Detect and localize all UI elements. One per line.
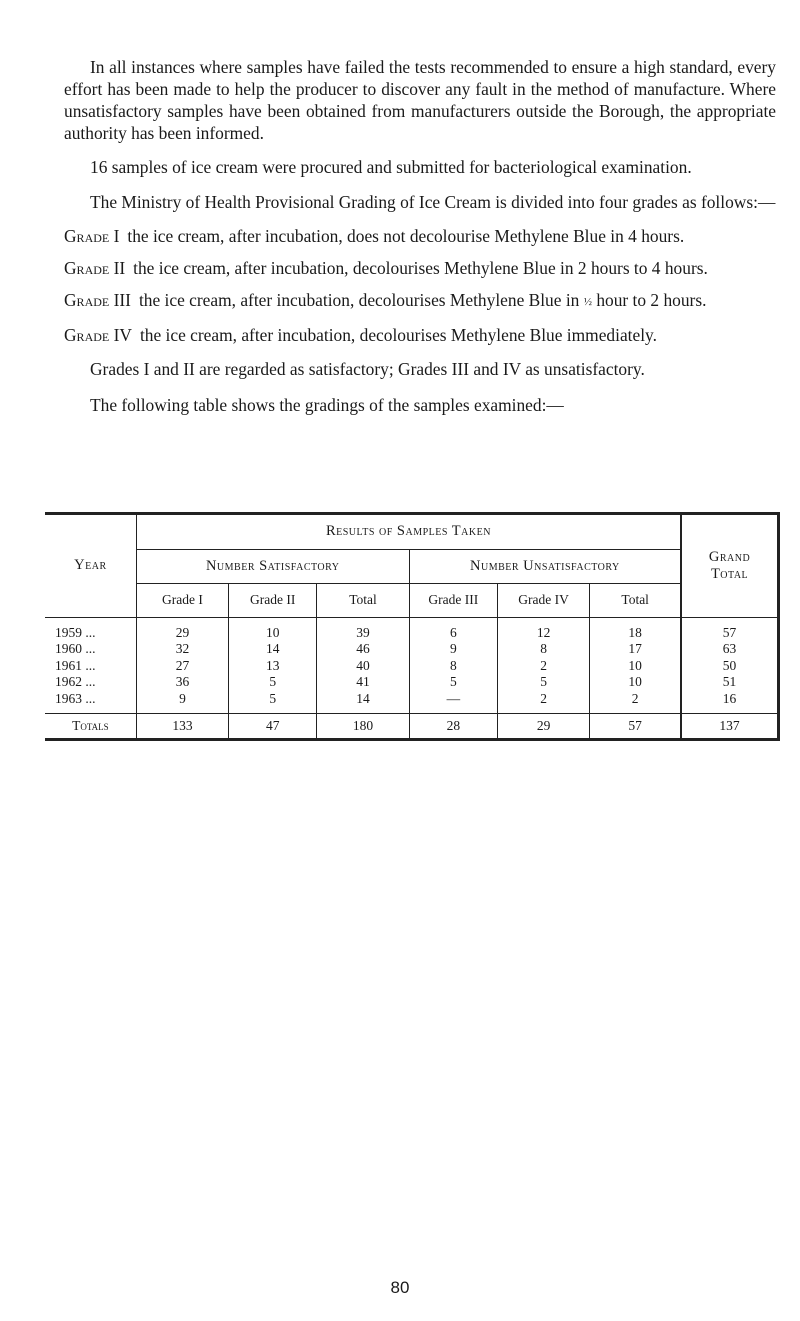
col-header-grade-1: Grade I <box>136 583 228 617</box>
cell: 47 <box>229 714 317 739</box>
unsatisfactory-header: Number Unsatisfactory <box>409 549 681 583</box>
grade-description-part: the ice cream, after incubation, decolourises Methylene Blue in <box>138 290 580 310</box>
cell-grand-total: 63 <box>681 641 778 658</box>
grand-total-header <box>681 515 778 617</box>
grade-term: Grade I <box>64 226 120 246</box>
grade-definition-4 <box>64 324 776 346</box>
results-header: Results of Samples Taken <box>136 515 681 549</box>
paragraph-samples-failed: In all instances where samples have failed the tests recommended to ensure a high standard, every effort has been made to help the producer to discover any fault in the method of manufacture. Where unsatisfactory samples have been obtained from manufacturers outside the Borough, the appropriate authority has been informed. <box>64 57 776 143</box>
grade-description: the ice cream, after incubation, decolourises Methylene Blue immediately. <box>139 325 657 345</box>
grade-description-part: hour to 2 hours. <box>596 290 707 310</box>
cell: 13 <box>229 658 317 675</box>
cell: 2 <box>497 658 589 675</box>
cell-grand-total: 51 <box>681 674 778 691</box>
fraction-half: ½ <box>583 296 592 308</box>
cell-year: 1960 ... <box>55 641 96 656</box>
cell: 28 <box>409 714 497 739</box>
cell: 10 <box>590 658 681 675</box>
cell: 18 <box>590 617 681 641</box>
satisfactory-header: Number Satisfactory <box>136 549 409 583</box>
paragraph-table-intro: The following table shows the gradings of the samples examined:— <box>90 395 564 415</box>
cell-year: 1963 ... <box>55 690 96 706</box>
table-row <box>45 641 779 658</box>
col-header-sat-total: Total <box>317 583 409 617</box>
cell: 29 <box>136 617 228 641</box>
cell: 9 <box>136 691 228 714</box>
cell: 10 <box>229 617 317 641</box>
cell-year: 1962 ... <box>55 674 96 689</box>
cell: 2 <box>590 691 681 714</box>
cell: 5 <box>229 674 317 691</box>
cell: 57 <box>590 714 681 739</box>
cell: 32 <box>136 641 228 658</box>
document-body <box>64 56 776 416</box>
col-header-unsat-total: Total <box>590 583 681 617</box>
cell: 36 <box>136 674 228 691</box>
cell: 180 <box>317 714 409 739</box>
cell: 133 <box>136 714 228 739</box>
grade-description: the ice cream, after incubation, does not decolourise Methylene Blue in 4 hours. <box>127 226 685 246</box>
table-row <box>45 658 779 675</box>
paragraph-satisfactory-note: Grades I and II are regarded as satisfactory; Grades III and IV as unsatisfactory. <box>90 359 645 379</box>
cell: 12 <box>497 617 589 641</box>
cell: — <box>409 691 497 714</box>
cell: 2 <box>497 691 589 714</box>
cell-grand-total: 137 <box>681 714 778 739</box>
cell: 17 <box>590 641 681 658</box>
cell: 27 <box>136 658 228 675</box>
table-row <box>45 691 779 714</box>
gradings-table <box>45 512 780 741</box>
grade-term: Grade III <box>64 290 131 310</box>
grade-definition-3 <box>64 289 776 314</box>
cell-grand-total: 16 <box>681 691 778 714</box>
cell: 5 <box>229 691 317 714</box>
cell: 10 <box>590 674 681 691</box>
cell-year: 1959 ... <box>45 617 136 641</box>
page-number: 80 <box>390 1278 410 1297</box>
grade-definition-1 <box>64 225 776 247</box>
totals-label: Totals <box>45 714 136 739</box>
cell: 40 <box>317 658 409 675</box>
paragraph-samples-procured: 16 samples of ice cream were procured and submitted for bacteriological examination. <box>90 157 692 177</box>
cell: 29 <box>497 714 589 739</box>
grand-total-header-line-2: Total <box>710 565 749 582</box>
cell: 14 <box>317 691 409 714</box>
grade-term: Grade II <box>64 258 126 278</box>
grade-term: Grade IV <box>64 325 132 345</box>
grade-description <box>131 289 776 314</box>
table-bottom-rule <box>45 738 780 741</box>
col-header-grade-3: Grade III <box>409 583 497 617</box>
cell-grand-total: 57 <box>681 617 778 641</box>
cell: 8 <box>409 658 497 675</box>
totals-row <box>45 714 779 739</box>
grand-total-header-line-1: Grand <box>708 548 751 565</box>
cell-year: 1961 ... <box>55 657 96 673</box>
cell: 8 <box>497 641 589 658</box>
paragraph-grading-intro: The Ministry of Health Provisional Grading of Ice Cream is divided into four grades as follows:— <box>90 192 776 212</box>
cell: 6 <box>409 617 497 641</box>
year-header: Year <box>74 557 107 574</box>
cell: 14 <box>229 641 317 658</box>
col-header-grade-4: Grade IV <box>497 583 589 617</box>
cell: 5 <box>497 674 589 691</box>
cell: 41 <box>317 674 409 691</box>
table-row <box>45 674 779 691</box>
grade-description: the ice cream, after incubation, decolourises Methylene Blue in 2 hours to 4 hours. <box>133 258 708 278</box>
cell: 5 <box>409 674 497 691</box>
cell: 46 <box>317 641 409 658</box>
table-row <box>45 617 779 641</box>
grade-definition-2 <box>64 257 776 279</box>
cell-grand-total: 50 <box>681 658 778 675</box>
col-header-grade-2: Grade II <box>229 583 317 617</box>
cell: 9 <box>409 641 497 658</box>
cell: 39 <box>317 617 409 641</box>
